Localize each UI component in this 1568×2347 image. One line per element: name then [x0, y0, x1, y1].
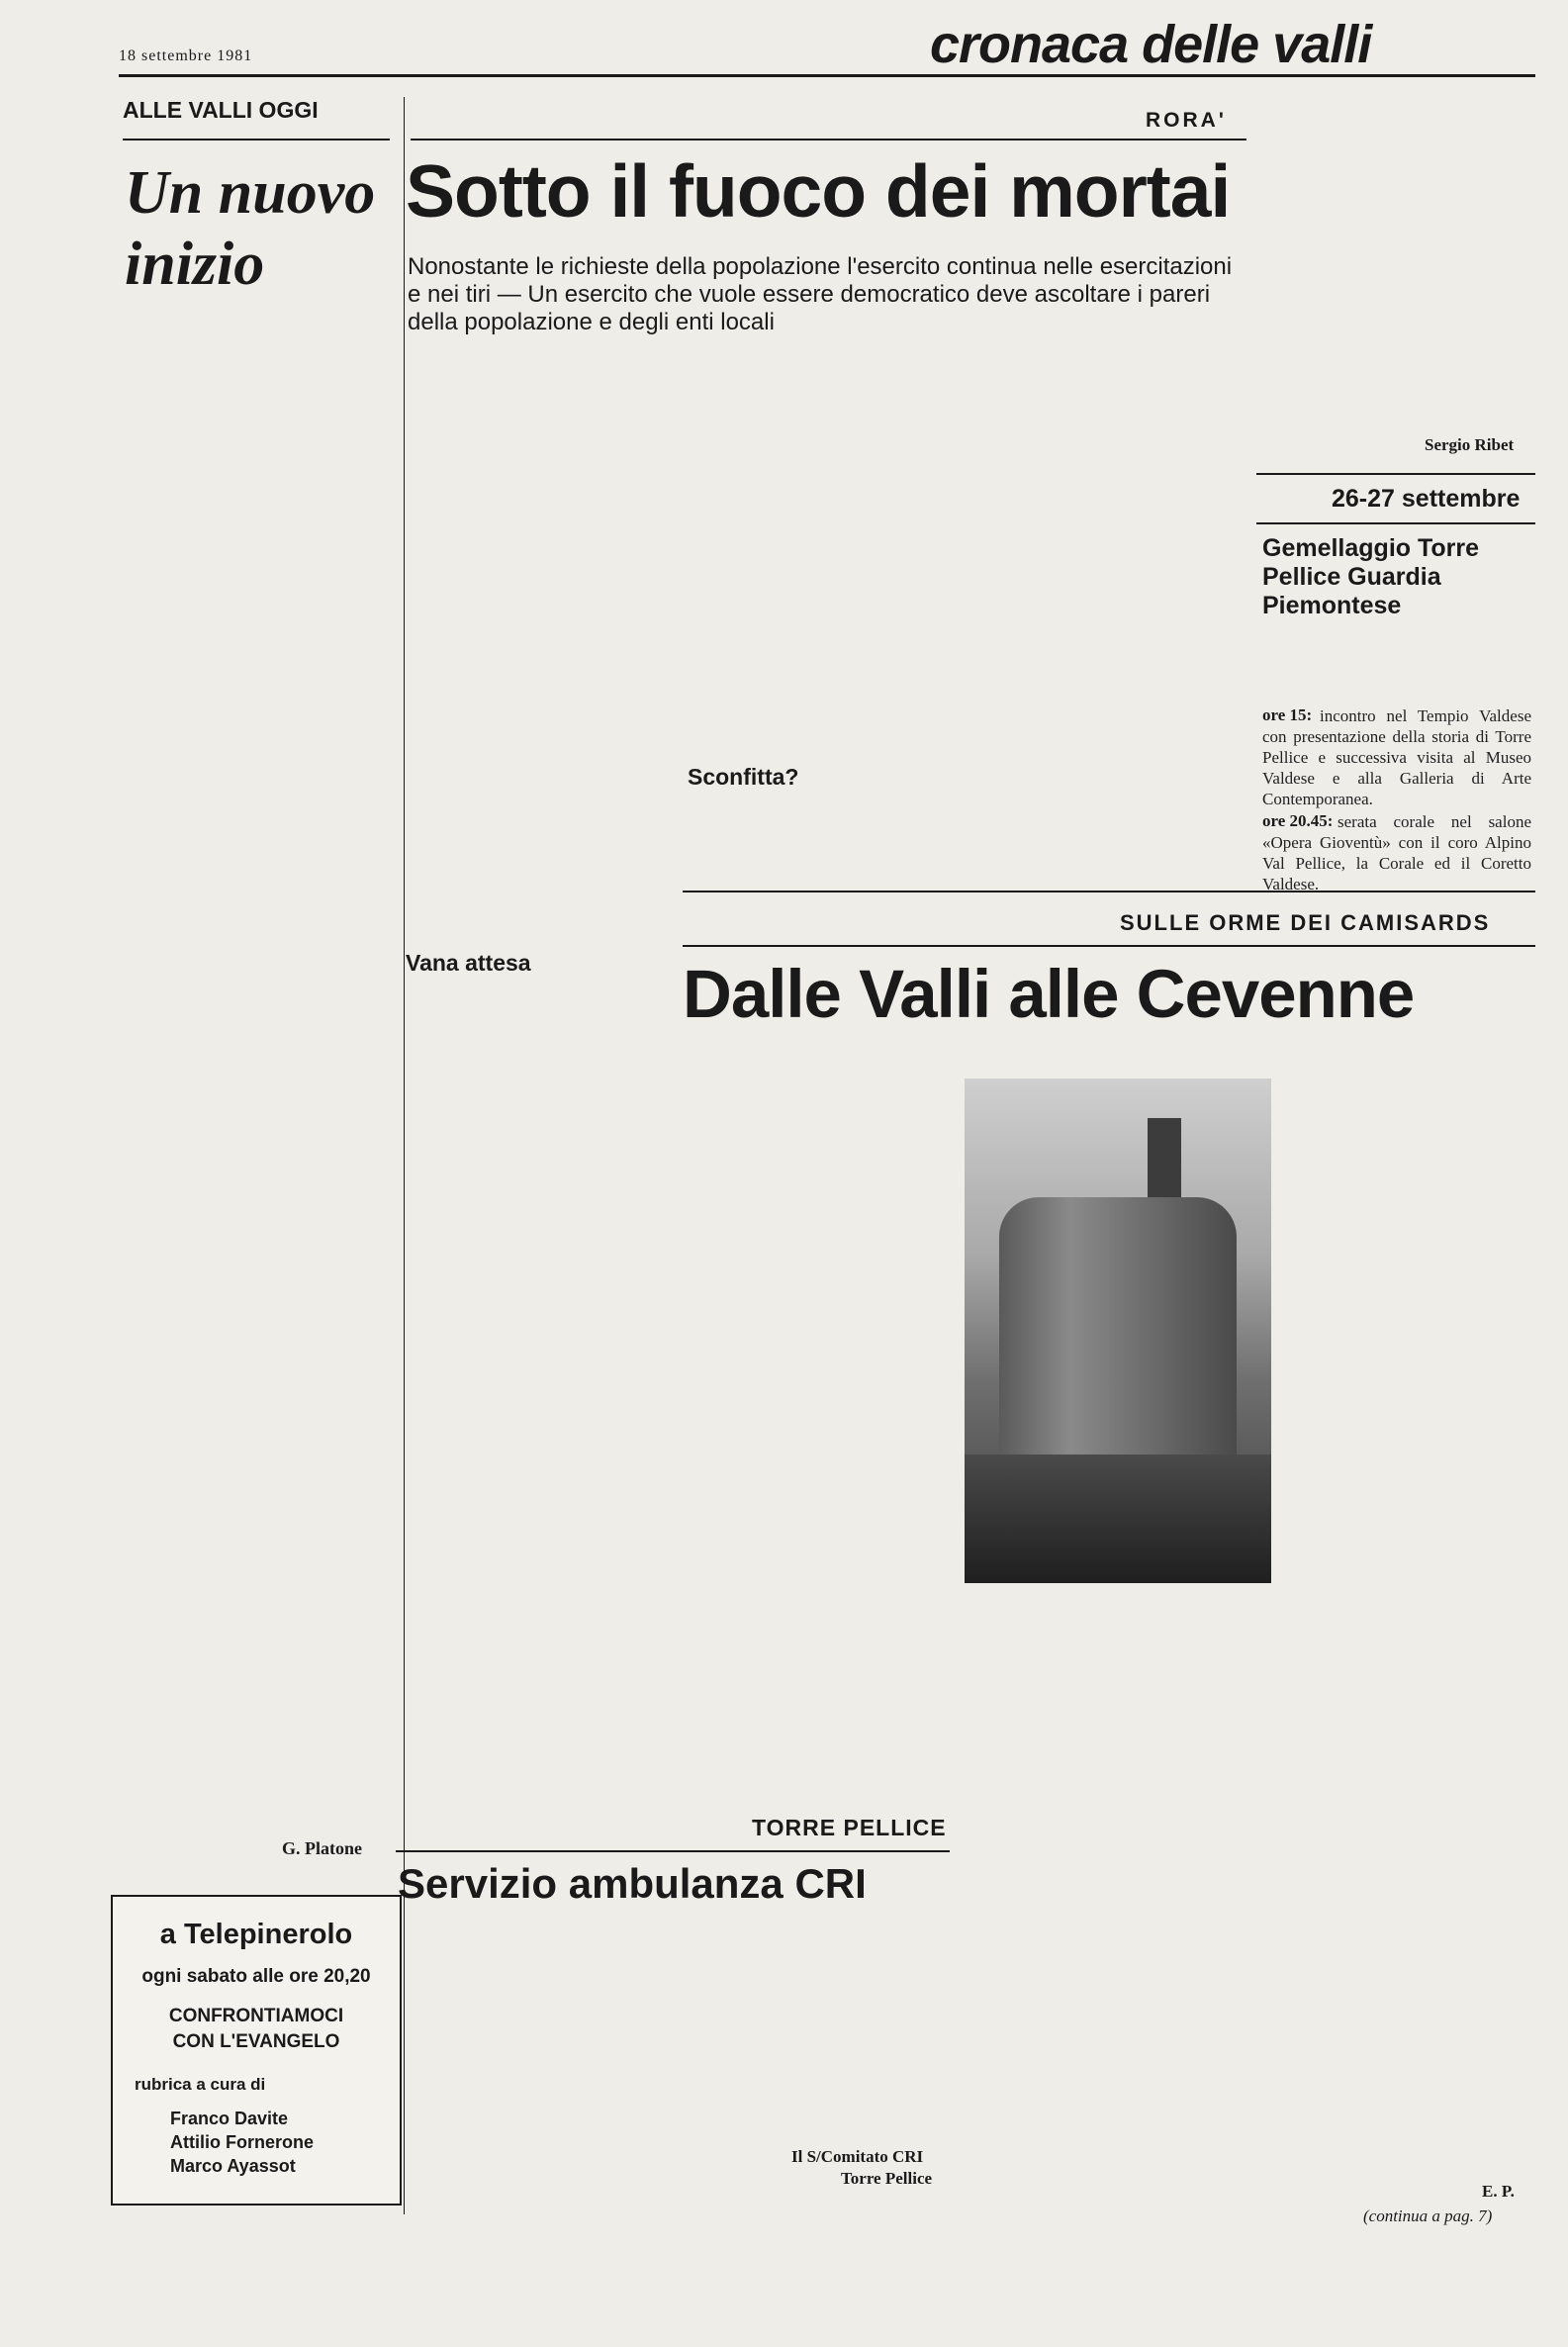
section-title: cronaca delle valli: [930, 15, 1372, 74]
left-kicker: ALLE VALLI OGGI: [123, 97, 319, 123]
left-title-line1: Un nuovo: [125, 159, 376, 227]
header-rule: [119, 74, 1535, 77]
ad-title: a Telepinerolo: [159, 1919, 353, 1950]
ad-name-3: Marco Ayassot: [170, 2156, 296, 2176]
prog-ore15-text: incontro nel Tempio Valdese con presentazione della storia di Torre Pellice e successiva visita al Museo Valdese e alla Galleria di Arte Contemporanea.: [1262, 706, 1531, 808]
tower-photo: [965, 1079, 1271, 1583]
main-headline: Sotto il fuoco dei mortai: [406, 149, 1231, 233]
right-banner-rule-top: [1256, 473, 1535, 475]
ad-name-2: Attilio Fornerone: [170, 2132, 314, 2152]
right-headline: Gemellaggio Torre Pellice Guardia Piemontese: [1262, 534, 1480, 619]
cri-col-1: [400, 1925, 665, 2197]
right-signature: Sergio Ribet: [1425, 435, 1515, 454]
right-intro-text: [1262, 625, 1531, 709]
prog-ore15-label: ore 15:: [1262, 705, 1313, 724]
main-subheadline: Nonostante le richieste della popolazione l'esercito continua nelle esercitazioni e nei tiri — Un esercito che vuole essere democratico deve ascoltare i pareri della popolazione e degli enti locali: [408, 253, 1233, 335]
cevenne-continued: (continua a pag. 7): [1363, 2206, 1493, 2225]
prog-ore2045-label: ore 20.45:: [1262, 811, 1334, 830]
main-col-2-cont: [683, 797, 950, 876]
cevenne-col-2: [969, 1593, 1251, 2206]
cri-kicker-rule: [396, 1850, 950, 1852]
right-date-banner: 26-27 settembre: [1332, 485, 1521, 513]
main-col-1-cont: [411, 989, 663, 1811]
main-col-2: [683, 356, 950, 747]
subhead-vana-attesa: Vana attesa: [406, 950, 531, 976]
cevenne-kicker-rule: [683, 945, 1535, 947]
main-col-3: [969, 356, 1227, 871]
ad-program-line2: CON L'EVANGELO: [172, 2031, 340, 2052]
cri-signature-line2: Torre Pellice: [841, 2169, 933, 2188]
left-title-line2: inizio: [125, 231, 265, 298]
cevenne-kicker: SULLE ORME DEI CAMISARDS: [1120, 910, 1491, 935]
ground: [965, 1455, 1271, 1583]
cri-signature-line1: Il S/Comitato CRI: [791, 2147, 924, 2166]
cri-kicker: TORRE PELLICE: [752, 1815, 947, 1840]
ad-program-line1: CONFRONTIAMOCI: [168, 2006, 344, 2026]
cevenne-col-3: [1276, 1069, 1531, 2177]
left-signature: G. Platone: [282, 1838, 362, 1858]
cevenne-col-1: [683, 1069, 940, 1821]
prog-ore2045-text: serata corale nel salone «Opera Gioventù» con il coro Alpino Val Pellice, la Corale ed il Coretto Valdese.: [1262, 812, 1531, 893]
subhead-sconfitta: Sconfitta?: [688, 764, 799, 790]
cri-headline: Servizio ambulanza CRI: [398, 1860, 867, 1907]
cevenne-headline: Dalle Valli alle Cevenne: [683, 956, 1415, 1032]
left-body-text: [125, 302, 390, 1806]
right-banner-rule-bottom: [1256, 522, 1535, 524]
cri-col-2: [683, 1925, 948, 2134]
page-date: 18 settembre 1981: [119, 47, 253, 64]
ad-name-1: Franco Davite: [170, 2109, 289, 2128]
ad-schedule: ogni sabato alle ore 20,20: [141, 1966, 371, 1987]
main-col-1: [411, 356, 663, 920]
main-kicker: RORA': [1146, 109, 1227, 132]
left-kicker-rule: [123, 139, 390, 141]
main-kicker-rule: [411, 139, 1246, 141]
ad-curated-by: rubrica a cura di: [135, 2075, 266, 2094]
main-bottom-rule: [683, 891, 1535, 892]
right-col-text: [1258, 109, 1531, 421]
cevenne-signature: E. P.: [1482, 2182, 1515, 2201]
telepinerolo-ad: [111, 1895, 402, 2206]
